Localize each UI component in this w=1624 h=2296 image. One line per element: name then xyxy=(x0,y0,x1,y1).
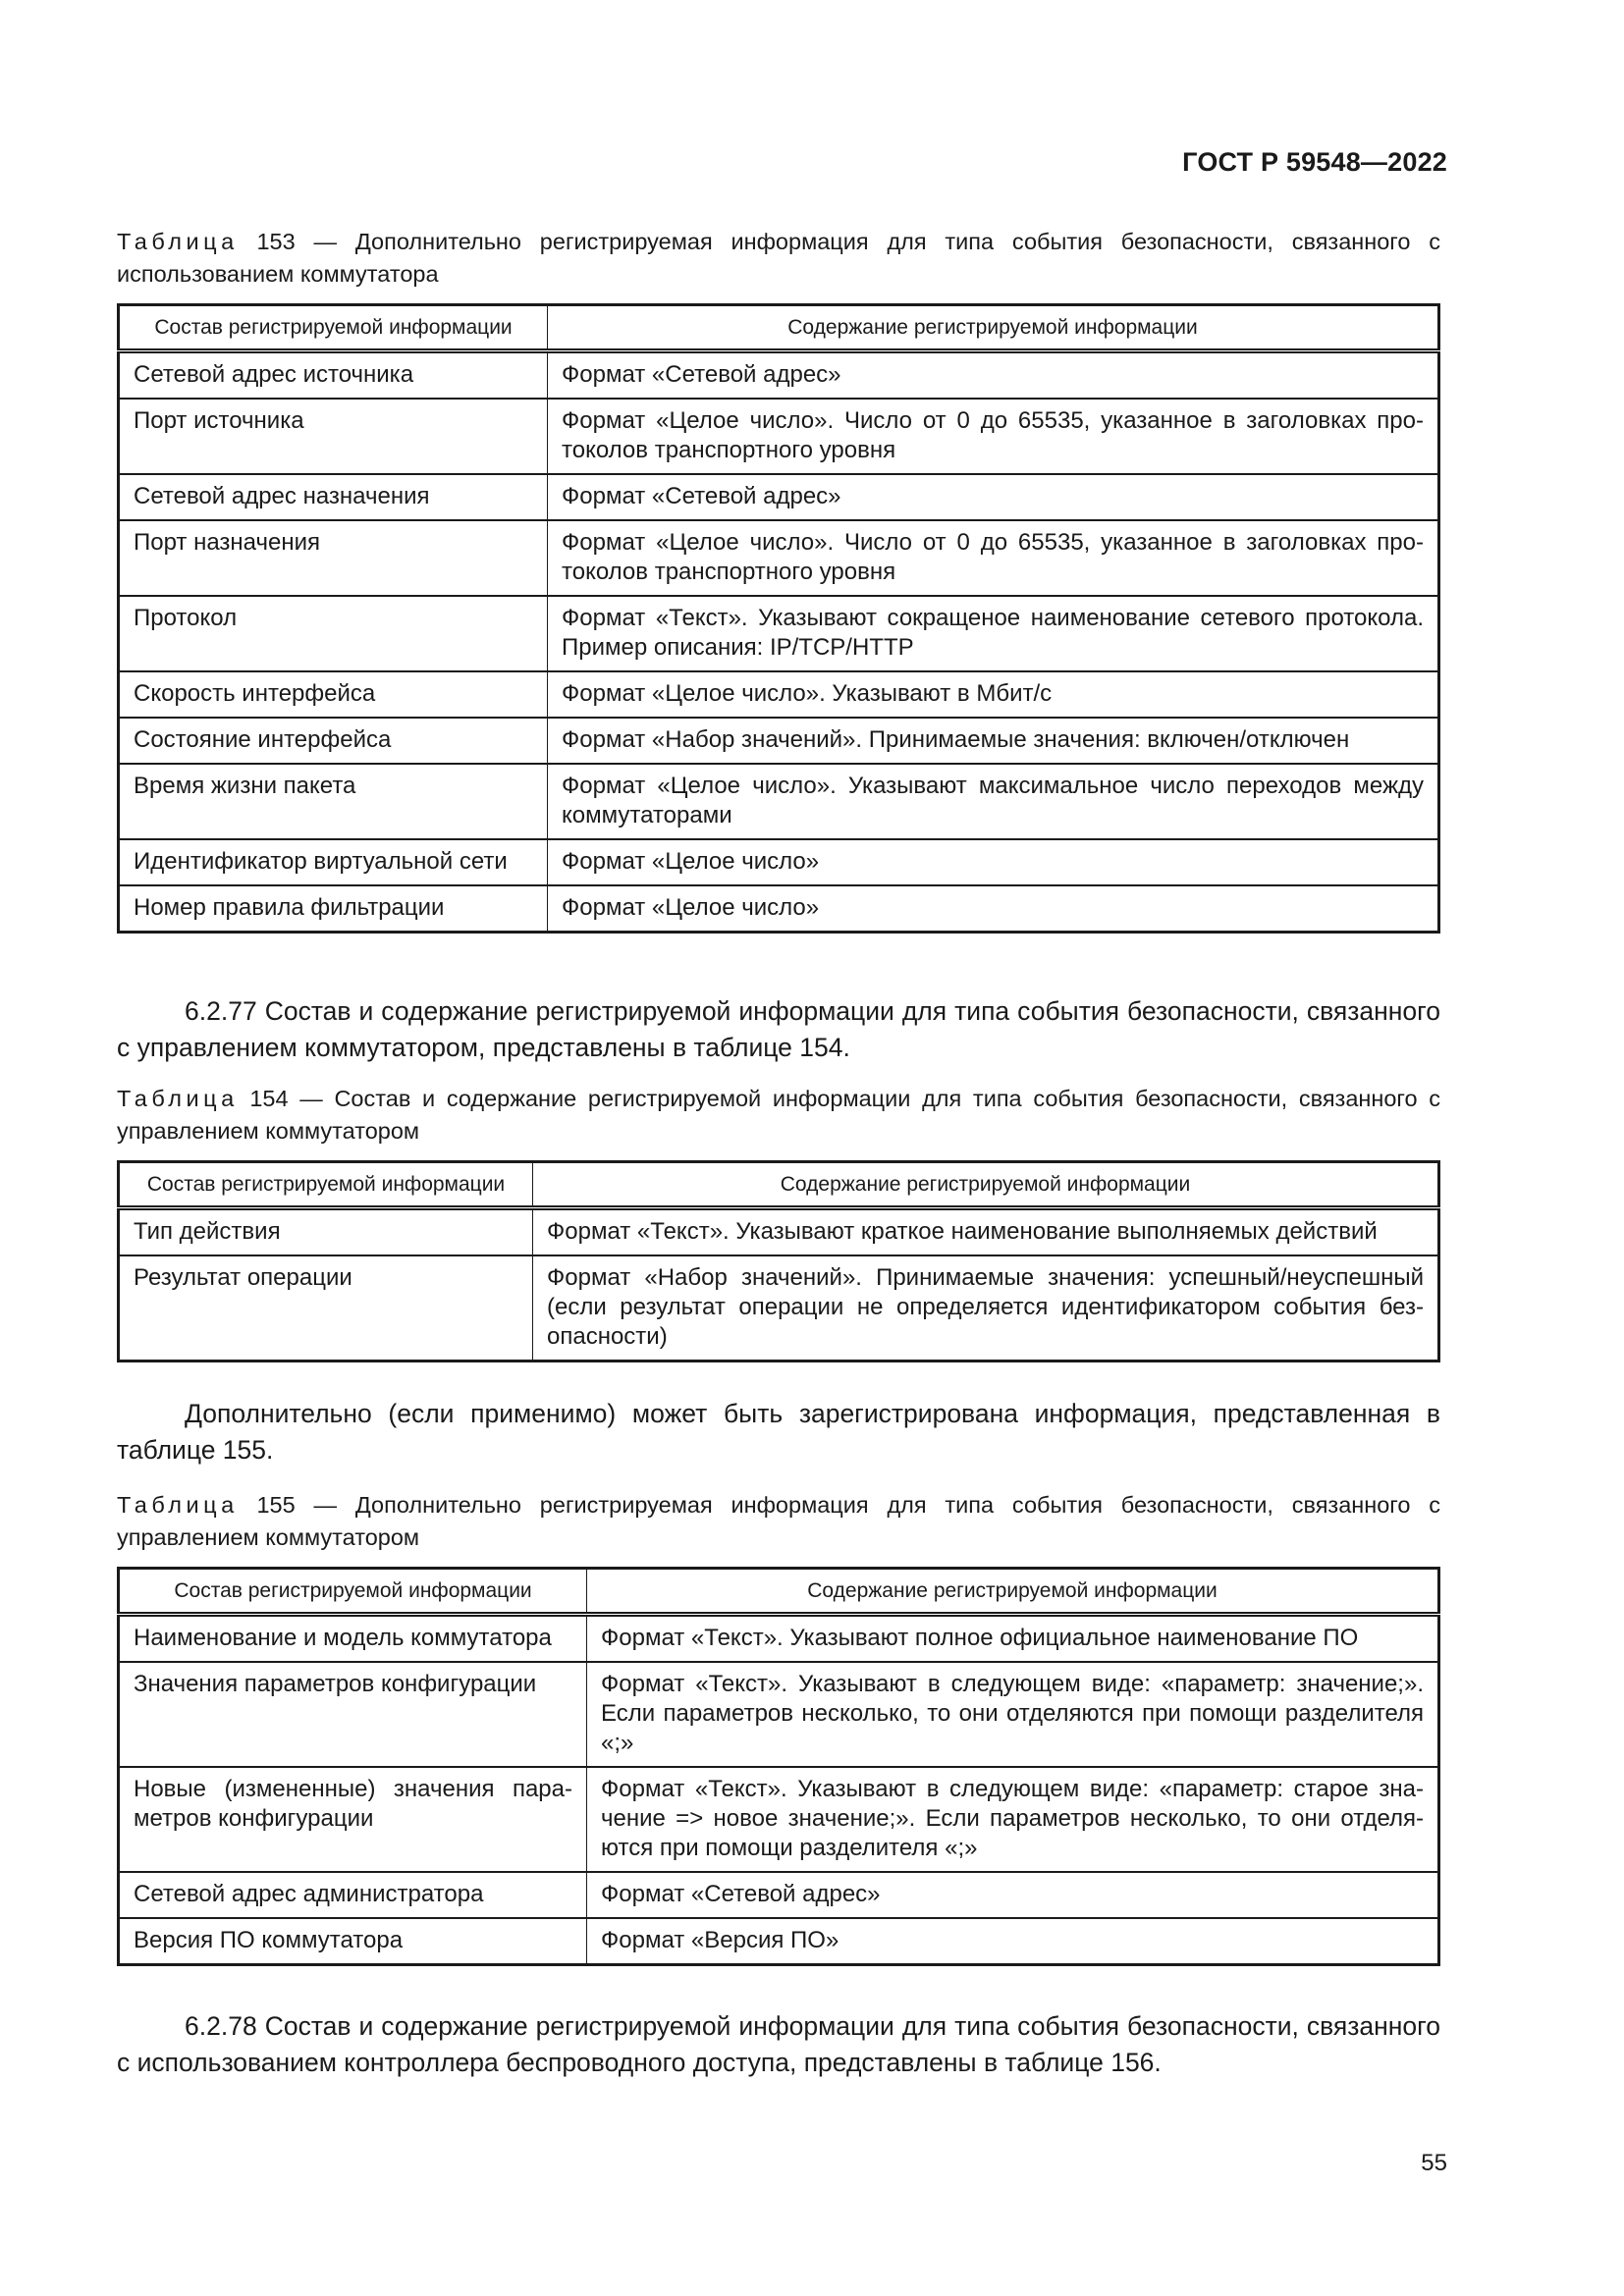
paragraph-additional xyxy=(117,1396,1440,1468)
table-cell: Формат «Сетевой адрес» xyxy=(587,1872,1439,1918)
table-caption-text: 155 — Дополнительно регистрируемая информация для типа события безопасности, связанного с управлением коммутатором xyxy=(117,1492,1440,1550)
table-row xyxy=(119,1255,1439,1362)
table-cell: Скорость интерфейса xyxy=(119,671,548,718)
paragraph-text: 6.2.78 Состав и содержание регистрируемой информации для типа события безопасности, связанного с использованием контроллера беспроводного доступа, представлены в таблице 156. xyxy=(117,2011,1440,2077)
table-caption-text: 153 — Дополнительно регистрируемая информация для типа события безопасности, связанного с использованием коммутатора xyxy=(117,229,1440,287)
table-cell: Формат «Текст». Указывают сокращеное наименование сетевого протокола. Пример описания: IP/TCP/HTTP xyxy=(548,596,1439,671)
column-header: Состав регистрируемой информации xyxy=(119,305,548,351)
table-cell: Формат «Целое число» xyxy=(548,839,1439,885)
table-cell: Формат «Сетевой адрес» xyxy=(548,351,1439,400)
table-cell: Формат «Целое число». Указывают максимальное число переходов между коммутаторами xyxy=(548,764,1439,839)
paragraph-6-2-77 xyxy=(117,993,1440,1066)
table-cell: Формат «Текст». Указывают в следующем виде: «параметр: значение;». Если параметров несколько, то они отделяются при помощи разделителя «;» xyxy=(587,1662,1439,1767)
table-row xyxy=(119,596,1439,671)
table-cell: Формат «Набор значений». Принимаемые значения: успешный/неуспешный (если результат операции не определяется идентификатором события безопасности) xyxy=(533,1255,1439,1362)
table-cell: Формат «Целое число» xyxy=(548,885,1439,933)
table-row xyxy=(119,1208,1439,1256)
table-row xyxy=(119,1918,1439,1965)
paragraph-text: Дополнительно (если применимо) может быть зарегистрирована информация, представленная в таблице 155. xyxy=(117,1399,1440,1465)
table-cell: Формат «Целое число». Указывают в Мбит/с xyxy=(548,671,1439,718)
table-row xyxy=(119,1662,1439,1767)
table-row xyxy=(119,718,1439,764)
table-cell: Сетевой адрес администратора xyxy=(119,1872,587,1918)
table-154 xyxy=(117,1160,1440,1362)
table-row xyxy=(119,885,1439,933)
table-cell: Идентификатор виртуальной сети xyxy=(119,839,548,885)
table-row xyxy=(119,520,1439,596)
table-row xyxy=(119,1615,1439,1663)
table-cell: Формат «Текст». Указывают краткое наименование выполняемых действий xyxy=(533,1208,1439,1256)
table-row xyxy=(119,839,1439,885)
column-header: Состав регистрируемой информации xyxy=(119,1162,533,1208)
table-cell: Порт источника xyxy=(119,399,548,474)
table-cell: Сетевой адрес источника xyxy=(119,351,548,400)
table-154-caption xyxy=(117,1083,1440,1148)
table-row xyxy=(119,1767,1439,1872)
column-header: Состав регистрируемой информации xyxy=(119,1569,587,1615)
table-cell: Формат «Текст». Указывают полное официальное наименование ПО xyxy=(587,1615,1439,1663)
table-row xyxy=(119,764,1439,839)
table-row xyxy=(119,474,1439,520)
table-cell: Наименование и модель коммутатора xyxy=(119,1615,587,1663)
table-cell: Формат «Текст». Указывают в следующем виде: «параметр: старое значение => новое значение;». Если параметров несколько, то они отделяются при помощи разделителя «;» xyxy=(587,1767,1439,1872)
table-cell: Новые (измененные) значения параметров конфигурации xyxy=(119,1767,587,1872)
column-header: Содержание регистрируемой информации xyxy=(587,1569,1439,1615)
table-cell: Результат операции xyxy=(119,1255,533,1362)
column-header: Содержание регистрируемой информации xyxy=(548,305,1439,351)
table-cell: Сетевой адрес назначения xyxy=(119,474,548,520)
table-cell: Формат «Целое число». Число от 0 до 65535, указанное в заголовках протоколов транспортного уровня xyxy=(548,520,1439,596)
table-label: Таблица xyxy=(117,229,239,254)
document-code: ГОСТ Р 59548—2022 xyxy=(1182,147,1447,177)
table-cell: Формат «Версия ПО» xyxy=(587,1918,1439,1965)
table-cell: Формат «Целое число». Число от 0 до 65535, указанное в заголовках протоколов транспортного уровня xyxy=(548,399,1439,474)
table-155-caption xyxy=(117,1489,1440,1554)
table-cell: Состояние интерфейса xyxy=(119,718,548,764)
table-row xyxy=(119,399,1439,474)
table-153 xyxy=(117,303,1440,934)
page-number: 55 xyxy=(1421,2150,1447,2176)
table-row xyxy=(119,1872,1439,1918)
table-label: Таблица xyxy=(117,1492,239,1518)
paragraph-text: 6.2.77 Состав и содержание регистрируемой информации для типа события безопасности, связанного с управлением коммутатором, представлены в таблице 154. xyxy=(117,996,1440,1062)
table-label: Таблица xyxy=(117,1086,239,1111)
table-cell: Тип действия xyxy=(119,1208,533,1256)
table-cell: Номер правила фильтрации xyxy=(119,885,548,933)
table-cell: Формат «Набор значений». Принимаемые значения: включен/отключен xyxy=(548,718,1439,764)
table-cell: Формат «Сетевой адрес» xyxy=(548,474,1439,520)
table-cell: Значения параметров конфигурации xyxy=(119,1662,587,1767)
table-cell: Время жизни пакета xyxy=(119,764,548,839)
table-cell: Протокол xyxy=(119,596,548,671)
table-155 xyxy=(117,1567,1440,1966)
table-153-caption xyxy=(117,226,1440,291)
table-caption-text: 154 — Состав и содержание регистрируемой информации для типа события безопасности, связанного с управлением коммутатором xyxy=(117,1086,1440,1144)
paragraph-6-2-78 xyxy=(117,2008,1440,2081)
column-header: Содержание регистрируемой информации xyxy=(533,1162,1439,1208)
table-row xyxy=(119,671,1439,718)
table-cell: Версия ПО коммутатора xyxy=(119,1918,587,1965)
table-row xyxy=(119,351,1439,400)
table-cell: Порт назначения xyxy=(119,520,548,596)
